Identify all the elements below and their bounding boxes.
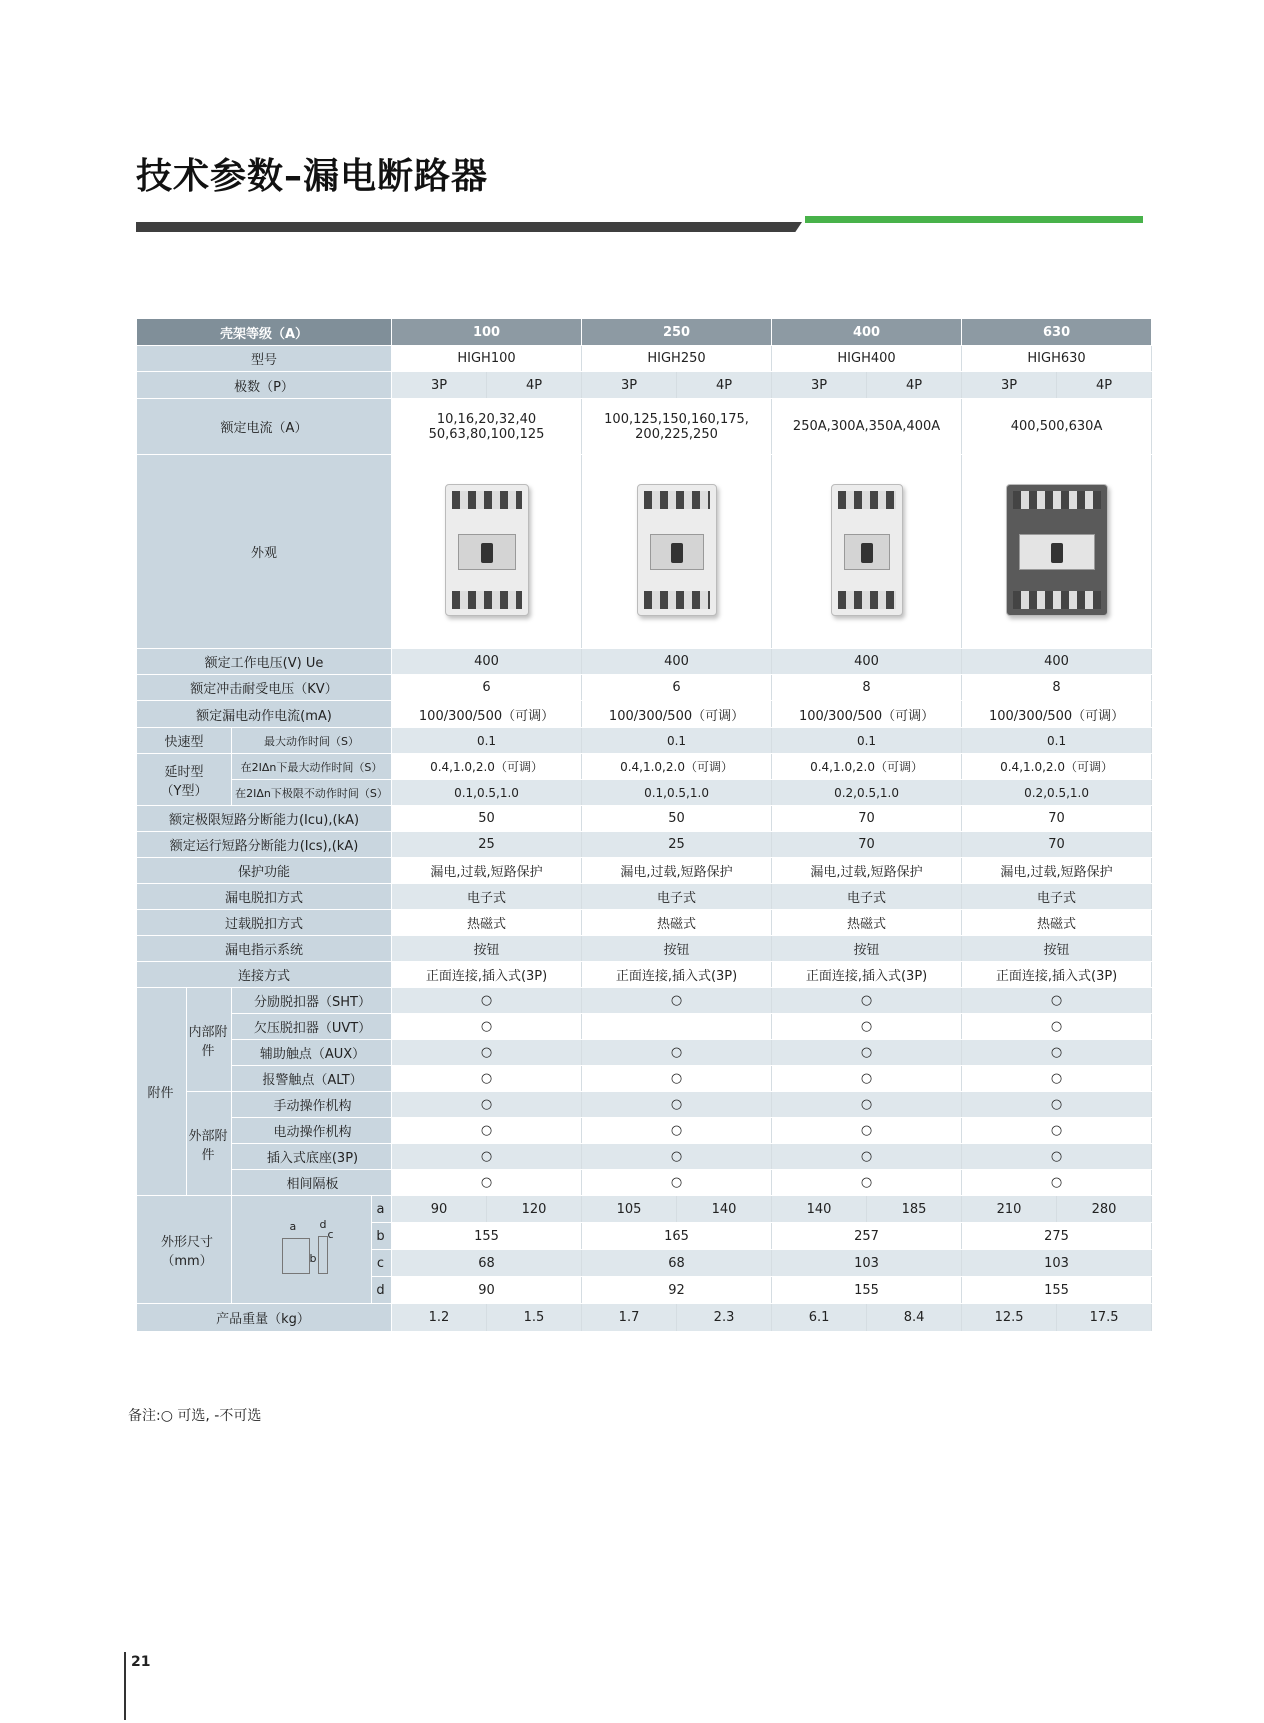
cell: 6 — [582, 675, 772, 701]
cell: 6.1 — [772, 1304, 867, 1332]
weight-row — [137, 1304, 1152, 1332]
pole-value: 3P — [582, 372, 677, 399]
cell: 0.4,1.0,2.0（可调） — [582, 754, 772, 780]
accessory-availability: ○ — [772, 1040, 962, 1066]
cell: 0.1 — [582, 728, 772, 754]
cell: 155 — [772, 1277, 962, 1304]
breaker-image — [392, 455, 582, 649]
dim-key: d — [372, 1277, 392, 1304]
cell: 103 — [772, 1250, 962, 1277]
accessory-availability: ○ — [582, 1066, 772, 1092]
accessory-availability: ○ — [962, 988, 1152, 1014]
accessory-availability: ○ — [772, 1118, 962, 1144]
cell: 电子式 — [392, 884, 582, 910]
accessory-row — [137, 1118, 1152, 1144]
cell: 热磁式 — [392, 910, 582, 936]
pole-value: 4P — [677, 372, 772, 399]
cell: 8 — [962, 675, 1152, 701]
cell: 正面连接,插入式(3P) — [582, 962, 772, 988]
accessory-availability: ○ — [392, 1066, 582, 1092]
delay-type-row-2 — [137, 780, 1152, 806]
cell: 0.1,0.5,1.0 — [392, 780, 582, 806]
accessory-availability: ○ — [772, 1092, 962, 1118]
cell: 103 — [962, 1250, 1152, 1277]
accessory-availability: ○ — [772, 988, 962, 1014]
cell: 100/300/500（可调） — [392, 701, 582, 728]
frame-label: 壳架等级（A） — [137, 319, 392, 346]
cell: 17.5 — [1057, 1304, 1152, 1332]
cell: 2.3 — [677, 1304, 772, 1332]
cell: 50 — [392, 806, 582, 832]
cell: 90 — [392, 1277, 582, 1304]
row-label: 连接方式 — [137, 962, 392, 988]
cell: 185 — [867, 1196, 962, 1223]
overload-trip-row — [137, 910, 1152, 936]
rated-current-value: 100,125,150,160,175, 200,225,250 — [582, 399, 772, 455]
cell: 68 — [392, 1250, 582, 1277]
appearance-label: 外观 — [137, 455, 392, 649]
cell: 0.1 — [772, 728, 962, 754]
cell: 1.5 — [487, 1304, 582, 1332]
accessory-label: 电动操作机构 — [232, 1118, 392, 1144]
cell: 漏电,过载,短路保护 — [392, 858, 582, 884]
accessory-availability: ○ — [962, 1092, 1152, 1118]
external-accessories-label: 外部附件 — [187, 1092, 232, 1196]
cell: 210 — [962, 1196, 1057, 1223]
dims-figure: a d c b — [232, 1196, 372, 1304]
cell: 12.5 — [962, 1304, 1057, 1332]
cell: 8 — [772, 675, 962, 701]
accessory-availability: ○ — [772, 1014, 962, 1040]
row-label: 漏电脱扣方式 — [137, 884, 392, 910]
cell: 按钮 — [962, 936, 1152, 962]
page-number: 21 — [131, 1654, 151, 1670]
cell: 100/300/500（可调） — [962, 701, 1152, 728]
poles-row — [137, 372, 1152, 399]
cell: 0.1 — [392, 728, 582, 754]
accessory-availability: ○ — [392, 1118, 582, 1144]
cell: 热磁式 — [582, 910, 772, 936]
row-label: 额定漏电动作电流(mA) — [137, 701, 392, 728]
model-value: HIGH250 — [582, 346, 772, 372]
accessory-availability: ○ — [392, 988, 582, 1014]
accessory-row — [137, 1066, 1152, 1092]
model-value: HIGH400 — [772, 346, 962, 372]
accessory-label: 欠压脱扣器（UVT） — [232, 1014, 392, 1040]
cell: 92 — [582, 1277, 772, 1304]
model-value: HIGH630 — [962, 346, 1152, 372]
protection-row — [137, 858, 1152, 884]
accessory-availability: ○ — [392, 1092, 582, 1118]
cell: 100/300/500（可调） — [772, 701, 962, 728]
cell: 70 — [772, 806, 962, 832]
connection-row — [137, 962, 1152, 988]
cell: 70 — [962, 806, 1152, 832]
appearance-row — [137, 455, 1152, 649]
accessory-availability: ○ — [962, 1014, 1152, 1040]
accessory-availability: ○ — [582, 1170, 772, 1196]
cell: 正面连接,插入式(3P) — [962, 962, 1152, 988]
pole-value: 3P — [962, 372, 1057, 399]
cell: 按钮 — [392, 936, 582, 962]
rated-current-value: 400,500,630A — [962, 399, 1152, 455]
cell: 正面连接,插入式(3P) — [392, 962, 582, 988]
poles-label: 极数（P） — [137, 372, 392, 399]
cell: 400 — [392, 649, 582, 675]
cell: 100/300/500（可调） — [582, 701, 772, 728]
cell: 热磁式 — [962, 910, 1152, 936]
cell: 400 — [962, 649, 1152, 675]
cell: 25 — [582, 832, 772, 858]
dim-key: c — [372, 1250, 392, 1277]
accessory-row — [137, 1144, 1152, 1170]
accessory-availability: ○ — [392, 1040, 582, 1066]
pole-value: 4P — [487, 372, 582, 399]
cell: 按钮 — [772, 936, 962, 962]
cell: 按钮 — [582, 936, 772, 962]
breaker-image — [962, 455, 1152, 649]
pole-value: 4P — [1057, 372, 1152, 399]
title-rule-green — [805, 216, 1143, 223]
dim-key: b — [372, 1223, 392, 1250]
cell: 1.2 — [392, 1304, 487, 1332]
spec-table — [136, 318, 1152, 1332]
accessory-row — [137, 1170, 1152, 1196]
footnote: 备注:○ 可选, -不可选 — [128, 1408, 262, 1424]
delay-type-row-1 — [137, 754, 1152, 780]
cell: 165 — [582, 1223, 772, 1250]
cell: 400 — [772, 649, 962, 675]
cell: 8.4 — [867, 1304, 962, 1332]
accessory-availability: ○ — [582, 1118, 772, 1144]
accessory-label: 报警触点（ALT） — [232, 1066, 392, 1092]
model-value: HIGH100 — [392, 346, 582, 372]
breaker-image — [772, 455, 962, 649]
frame-row — [137, 319, 1152, 346]
accessory-row — [137, 988, 1152, 1014]
cell: 70 — [962, 832, 1152, 858]
cell: 120 — [487, 1196, 582, 1223]
weight-label: 产品重量（kg） — [137, 1304, 392, 1332]
pole-value: 3P — [772, 372, 867, 399]
impulse-row — [137, 675, 1152, 701]
accessory-availability: ○ — [962, 1170, 1152, 1196]
row-label: 额定极限短路分断能力(Icu),(kA) — [137, 806, 392, 832]
model-label: 型号 — [137, 346, 392, 372]
cell: 0.2,0.5,1.0 — [772, 780, 962, 806]
cell: 电子式 — [962, 884, 1152, 910]
cell: 漏电,过载,短路保护 — [582, 858, 772, 884]
rated-current-row — [137, 399, 1152, 455]
cell: 0.4,1.0,2.0（可调） — [772, 754, 962, 780]
accessory-availability: ○ — [392, 1170, 582, 1196]
accessory-label: 手动操作机构 — [232, 1092, 392, 1118]
accessory-availability: ○ — [582, 988, 772, 1014]
cell: 0.2,0.5,1.0 — [962, 780, 1152, 806]
delay-sub-1: 在2IΔn下最大动作时间（S） — [232, 754, 392, 780]
rated-current-value: 250A,300A,350A,400A — [772, 399, 962, 455]
accessory-label: 相间隔板 — [232, 1170, 392, 1196]
rated-current-value: 10,16,20,32,40 50,63,80,100,125 — [392, 399, 582, 455]
accessory-label: 分励脱扣器（SHT） — [232, 988, 392, 1014]
frame-100: 100 — [392, 319, 582, 346]
cell: 257 — [772, 1223, 962, 1250]
icu-row — [137, 806, 1152, 832]
accessory-row — [137, 1040, 1152, 1066]
cell: 400 — [582, 649, 772, 675]
fast-type-row — [137, 728, 1152, 754]
model-row — [137, 346, 1152, 372]
delay-type-label: 延时型 （Y型） — [137, 754, 232, 806]
frame-250: 250 — [582, 319, 772, 346]
accessory-availability: ○ — [962, 1066, 1152, 1092]
cell: 50 — [582, 806, 772, 832]
cell: 热磁式 — [772, 910, 962, 936]
accessory-availability: ○ — [962, 1118, 1152, 1144]
row-label: 额定冲击耐受电压（KV） — [137, 675, 392, 701]
dim-a-row — [137, 1196, 1152, 1223]
cell: 25 — [392, 832, 582, 858]
breaker-image — [582, 455, 772, 649]
row-label: 额定运行短路分断能力(Ics),(kA) — [137, 832, 392, 858]
cell: 155 — [962, 1277, 1152, 1304]
row-label: 保护功能 — [137, 858, 392, 884]
internal-accessories-label: 内部附件 — [187, 988, 232, 1092]
accessory-label: 插入式底座(3P) — [232, 1144, 392, 1170]
cell: 1.7 — [582, 1304, 677, 1332]
delay-sub-2: 在2IΔn下极限不动作时间（S） — [232, 780, 392, 806]
cell: 6 — [392, 675, 582, 701]
accessory-availability: ○ — [962, 1144, 1152, 1170]
cell: 正面连接,插入式(3P) — [772, 962, 962, 988]
accessory-row — [137, 1092, 1152, 1118]
accessory-availability — [582, 1014, 772, 1040]
cell: 0.1 — [962, 728, 1152, 754]
frame-400: 400 — [772, 319, 962, 346]
rated-current-label: 额定电流（A） — [137, 399, 392, 455]
fast-type-label: 快速型 — [137, 728, 232, 754]
accessory-availability: ○ — [962, 1040, 1152, 1066]
cell: 155 — [392, 1223, 582, 1250]
accessory-availability: ○ — [772, 1066, 962, 1092]
cell: 280 — [1057, 1196, 1152, 1223]
pole-value: 3P — [392, 372, 487, 399]
cell: 140 — [772, 1196, 867, 1223]
leakage-current-row — [137, 701, 1152, 728]
dim-key: a — [372, 1196, 392, 1223]
row-label: 过载脱扣方式 — [137, 910, 392, 936]
accessory-row — [137, 1014, 1152, 1040]
accessories-label: 附件 — [137, 988, 187, 1196]
accessory-availability: ○ — [582, 1092, 772, 1118]
cell: 90 — [392, 1196, 487, 1223]
ics-row — [137, 832, 1152, 858]
cell: 电子式 — [772, 884, 962, 910]
accessory-label: 辅助触点（AUX） — [232, 1040, 392, 1066]
accessory-availability: ○ — [772, 1170, 962, 1196]
cell: 漏电,过载,短路保护 — [962, 858, 1152, 884]
cell: 0.4,1.0,2.0（可调） — [962, 754, 1152, 780]
accessory-availability: ○ — [772, 1144, 962, 1170]
accessory-availability: ○ — [392, 1144, 582, 1170]
accessory-availability: ○ — [582, 1144, 772, 1170]
fast-type-sub: 最大动作时间（S） — [232, 728, 392, 754]
title-rule-dark — [136, 222, 802, 232]
row-label: 额定工作电压(V) Ue — [137, 649, 392, 675]
accessory-availability: ○ — [582, 1040, 772, 1066]
cell: 70 — [772, 832, 962, 858]
pole-value: 4P — [867, 372, 962, 399]
cell: 漏电,过载,短路保护 — [772, 858, 962, 884]
page-number-bar — [124, 1652, 126, 1720]
leakage-trip-row — [137, 884, 1152, 910]
page-title: 技术参数–漏电断路器 — [136, 156, 489, 197]
cell: 140 — [677, 1196, 772, 1223]
dims-label: 外形尺寸 （mm） — [137, 1196, 232, 1304]
cell: 275 — [962, 1223, 1152, 1250]
indicator-row — [137, 936, 1152, 962]
cell: 68 — [582, 1250, 772, 1277]
accessory-availability: ○ — [392, 1014, 582, 1040]
cell: 0.4,1.0,2.0（可调） — [392, 754, 582, 780]
cell: 电子式 — [582, 884, 772, 910]
cell: 0.1,0.5,1.0 — [582, 780, 772, 806]
frame-630: 630 — [962, 319, 1152, 346]
voltage-row — [137, 649, 1152, 675]
cell: 105 — [582, 1196, 677, 1223]
row-label: 漏电指示系统 — [137, 936, 392, 962]
